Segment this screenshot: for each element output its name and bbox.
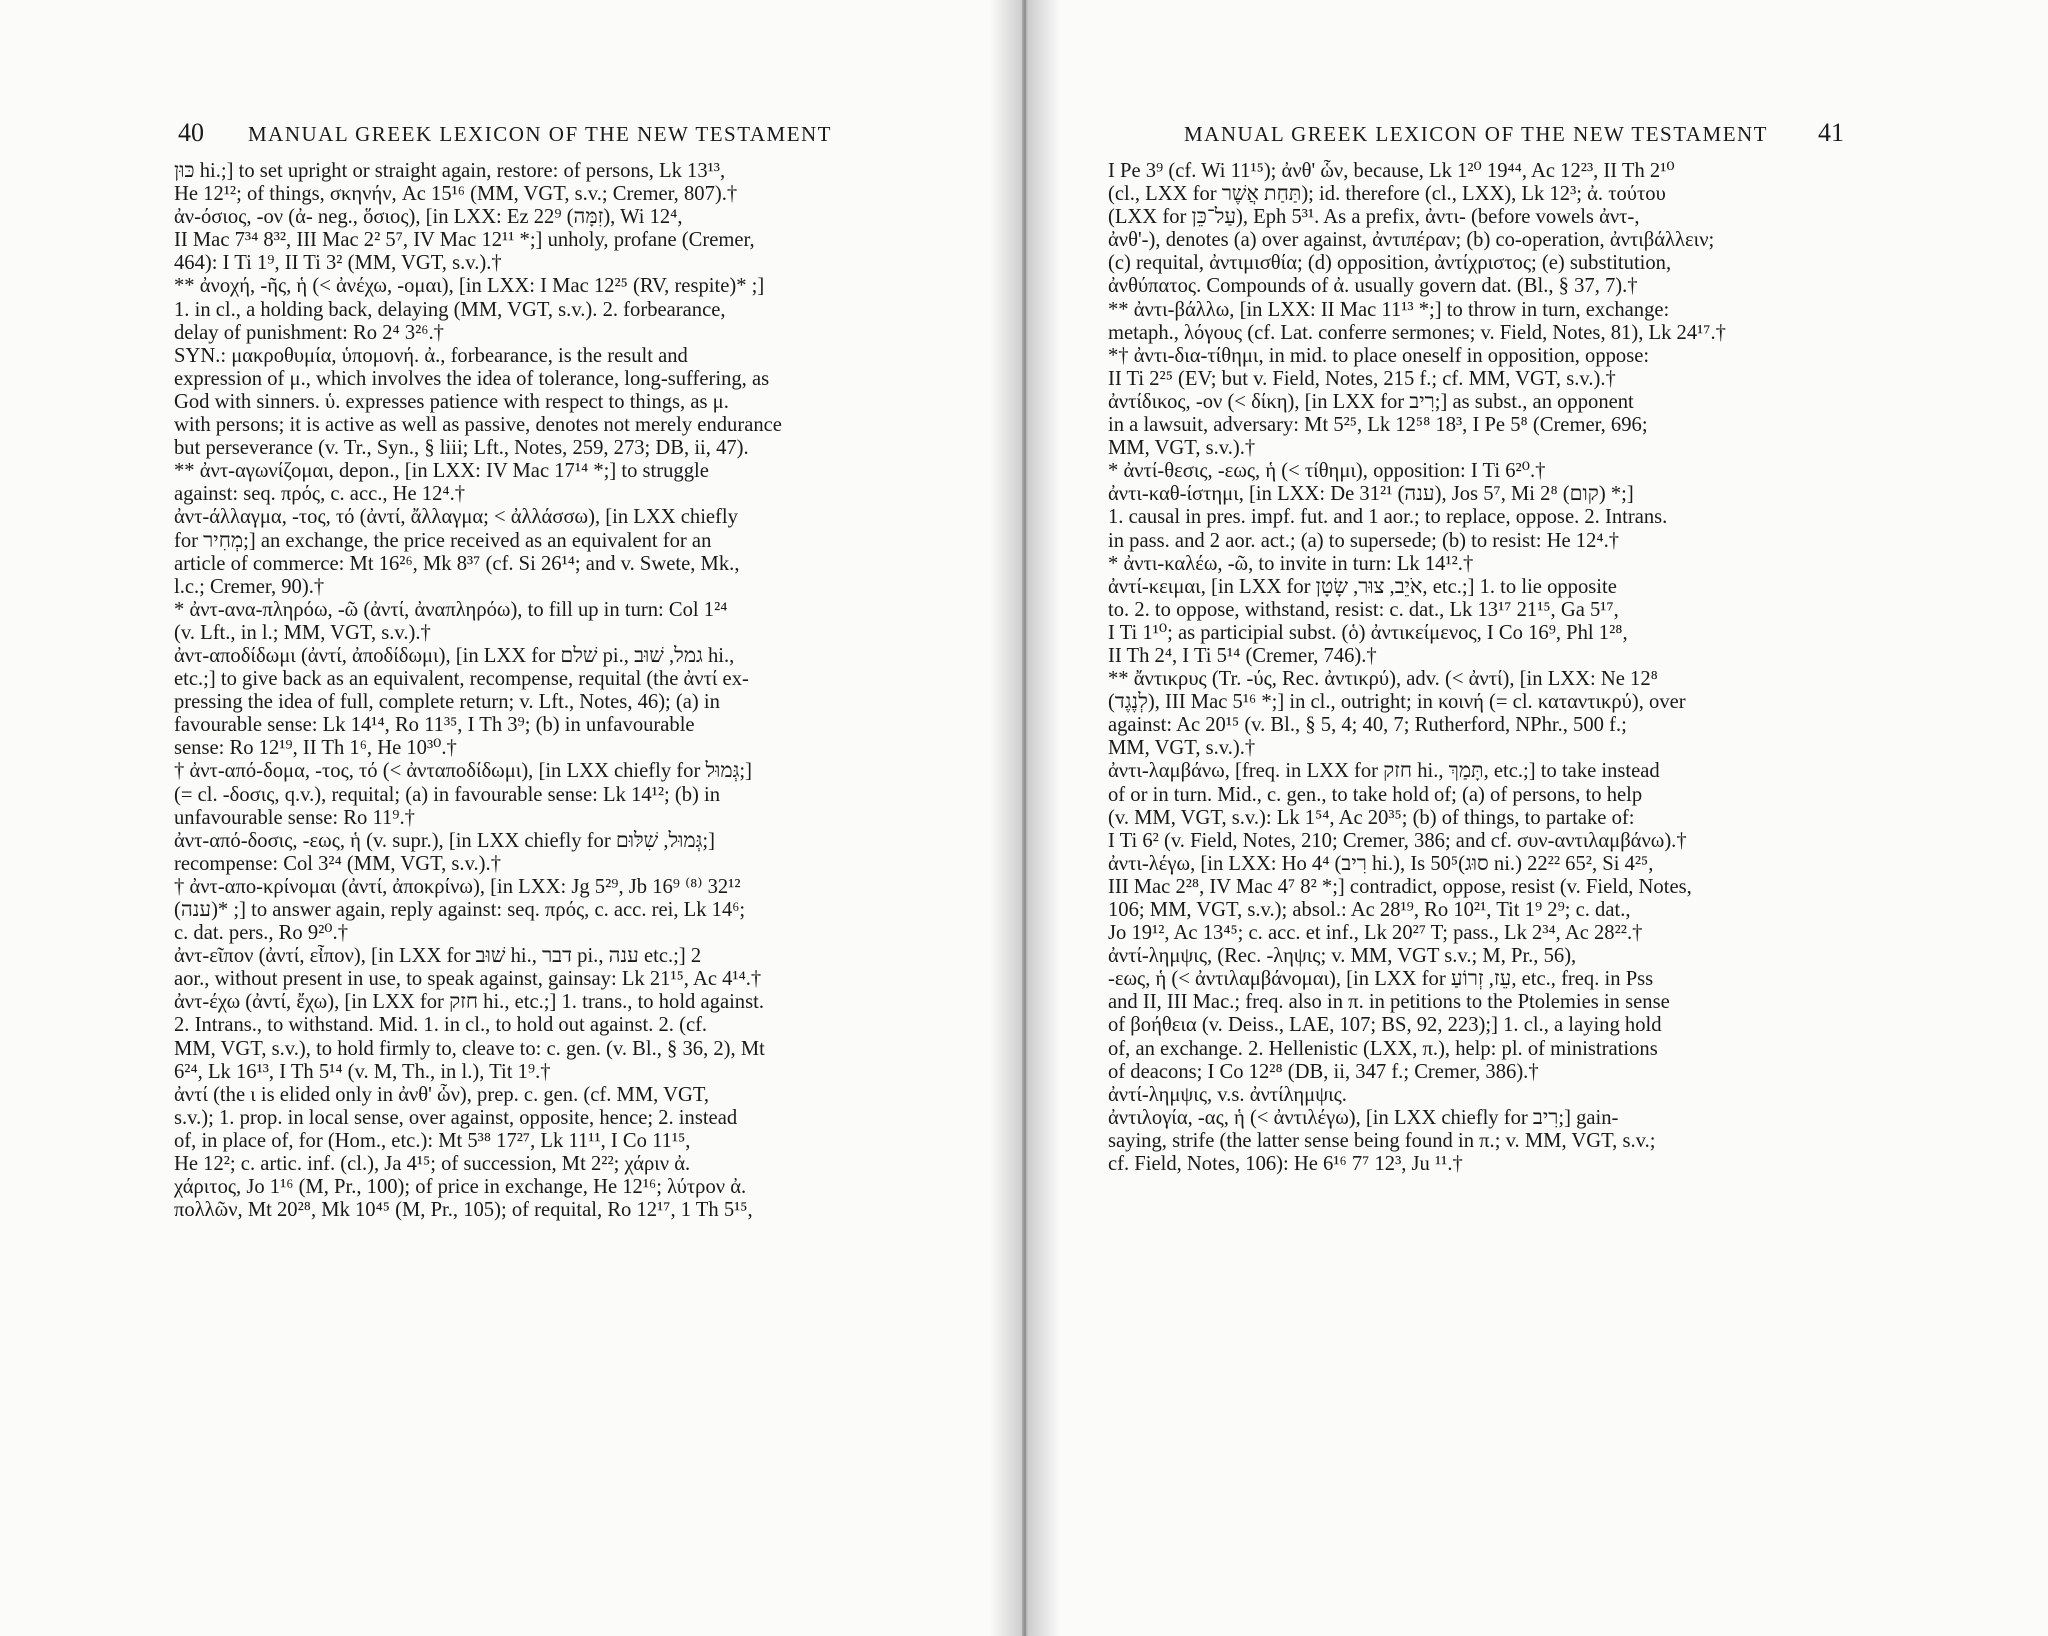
text-line: ἀντί (the ι is elided only in ἀνθ' ὧν), prep. c. gen. (cf. MM, VGT, (174, 1083, 710, 1106)
text-line: * ἀντι-καλέω, -ῶ, to invite in turn: Lk 14¹².† (1108, 552, 1474, 575)
text-line: 1. in cl., a holding back, delaying (MM, VGT, s.v.). 2. forbearance, (174, 298, 726, 321)
text-line: unfavourable sense: Ro 11⁹.† (174, 806, 415, 829)
text-line: 2. Intrans., to withstand. Mid. 1. in cl., to hold out against. 2. (cf. (174, 1014, 708, 1037)
page-number: 40 (178, 118, 204, 147)
text-line: ἀντ-έχω (ἀντί, ἔχω), [in LXX for חזק hi., etc.;] 1. trans., to hold against. (174, 991, 764, 1014)
text-line: pressing the idea of full, complete return; v. Lft., Notes, 46); (a) in (174, 691, 720, 714)
text-line: I Pe 3⁹ (cf. Wi 11¹⁵); ἀνθ' ὧν, because, Lk 1²⁰ 19⁴⁴, Ac 12²³, II Th 2¹⁰ (1108, 160, 1675, 182)
text-line: aor., without present in use, to speak against, gainsay: Lk 21¹⁵, Ac 4¹⁴.† (174, 968, 762, 991)
text-line: כּוּן hi.;] to set upright or straight again, restore: of persons, Lk 13¹³, (174, 160, 726, 182)
text-line: of deacons; I Co 12²⁸ (DB, ii, 347 f.; Cremer, 386).† (1108, 1060, 1539, 1083)
text-line: SYN.: μακροθυμία, ὑπομονή. ἀ., forbearance, is the result and (174, 344, 688, 367)
text-line: but perseverance (v. Tr., Syn., § liii; Lft., Notes, 259, 273; DB, ii, 47). (174, 437, 749, 460)
text-line: MM, VGT, s.v.), to hold firmly to, cleave to: c. gen. (v. Bl., § 36, 2), Mt (174, 1037, 765, 1060)
text-line: χάριτος, Jo 1¹⁶ (M, Pr., 100); of price in exchange, He 12¹⁶; λύτρον ἀ. (174, 1176, 747, 1199)
text-line: Jo 19¹², Ac 13⁴⁵; c. acc. et inf., Lk 20²⁷ T; pass., Lk 2³⁴, Ac 28²².† (1108, 922, 1643, 945)
page-number: 41 (1818, 118, 1845, 147)
text-line: of, an exchange. 2. Hellenistic (LXX, π.), help: pl. of ministrations (1108, 1037, 1658, 1060)
running-head (178, 118, 832, 148)
text-line: to. 2. to oppose, withstand, resist: c. dat., Lk 13¹⁷ 21¹⁵, Ga 5¹⁷, (1108, 598, 1619, 621)
text-line: in a lawsuit, adversary: Mt 5²⁵, Lk 12⁵⁸ 18³, I Pe 5⁸ (Cremer, 696; (1108, 414, 1648, 437)
text-line: ἀντιλογία, -ας, ἡ (< ἀντιλέγω), [in LXX chiefly for רִיב;] gain- (1108, 1106, 1619, 1129)
text-line: ἀν-όσιος, -ον (ἀ- neg., ὅσιος), [in LXX: Ez 22⁹ (זִמָּה), Wi 12⁴, (174, 206, 683, 229)
text-line: of or in turn. Mid., c. gen., to take hold of; (a) of persons, to help (1108, 783, 1643, 806)
text-line: in pass. and 2 aor. act.; (a) to supersede; (b) to resist: He 12⁴.† (1108, 529, 1620, 552)
text-line: ἀντι-λέγω, [in LXX: Ho 4⁴ (רִיב hi.), Is 50⁵(סוּג ni.) 22²² 65², Si 4²⁵, (1108, 852, 1654, 875)
text-line: ἀντί-λημψις, (Rec. -ληψις; v. MM, VGT s.v.; M, Pr., 56), (1108, 945, 1577, 968)
text-line: ** ἀντι-βάλλω, [in LXX: II Mac 11¹³ *;] to throw in turn, exchange: (1108, 298, 1670, 321)
text-line: metaph., λόγους (cf. Lat. conferre sermones; v. Field, Notes, 81), Lk 24¹⁷.† (1108, 321, 1726, 344)
text-line: ἀντι-καθ-ίστημι, [in LXX: De 31²¹ (ענה), Jos 5⁷, Mi 2⁸ (קום) *;] (1108, 483, 1634, 506)
text-line: (ענה)* ;] to answer again, reply against: seq. πρός, c. acc. rei, Lk 14⁶; (174, 899, 746, 921)
text-line: I Ti 6² (v. Field, Notes, 210; Cremer, 386; and cf. συν-αντιλαμβάνω).† (1108, 829, 1687, 852)
text-line: l.c.; Cremer, 90).† (174, 575, 325, 598)
text-line: (= cl. -δοσις, q.v.), requital; (a) in favourable sense: Lk 14¹²; (b) in (174, 783, 721, 806)
text-line: ** ἀντ-αγωνίζομαι, depon., [in LXX: IV Mac 17¹⁴ *;] to struggle (174, 460, 709, 483)
text-line: (לְנֶגֶד), III Mac 5¹⁶ *;] in cl., outright; in κοινή (= cl. καταντικρύ), over (1108, 691, 1686, 714)
text-line: ** ἀνοχή, -ῆς, ἡ (< ἀνέχω, -ομαι), [in LXX: I Mac 12²⁵ (RV, respite)* ;] (174, 275, 765, 298)
text-line: ἀντί-λημψις, v.s. ἀντίλημψις. (1108, 1083, 1347, 1106)
running-head (1184, 118, 1844, 148)
text-line: delay of punishment: Ro 2⁴ 3²⁶.† (174, 321, 444, 344)
text-line: God with sinners. ὑ. expresses patience with respect to things, as μ. (174, 390, 729, 413)
text-line: article of commerce: Mt 16²⁶, Mk 8³⁷ (cf. Si 26¹⁴; and v. Swete, Mk., (174, 552, 740, 575)
text-line: ἀνθύπατος. Compounds of ἀ. usually govern dat. (Bl., § 37, 7).† (1108, 275, 1638, 298)
lexicon-column (1108, 160, 1900, 1176)
text-line: saying, strife (the latter sense being found in π.; v. MM, VGT, s.v.; (1108, 1129, 1656, 1152)
text-line: with persons; it is active as well as passive, denotes not merely endurance (174, 414, 782, 437)
left-page (0, 0, 1022, 1636)
text-line: ἀντ-από-δοσις, -εως, ἡ (v. supr.), [in LXX chiefly for גְּמוּל, שִׁלּוּם;] (174, 829, 715, 852)
text-line: of βοήθεια (v. Deiss., LAE, 107; BS, 92, 223);] 1. cl., a laying hold (1108, 1014, 1662, 1037)
text-line: expression of μ., which involves the idea of tolerance, long-suffering, as (174, 367, 770, 390)
text-line: ἀντ-εῖπον (ἀντί, εἶπον), [in LXX for שׁוּב hi., דבר pi., ענה etc.;] 2 (174, 945, 702, 968)
text-line: 464): I Ti 1⁹, II Ti 3² (MM, VGT, s.v.).† (174, 252, 502, 275)
text-line: against: seq. πρός, c. acc., He 12⁴.† (174, 483, 466, 506)
text-line: for מְחִיר;] an exchange, the price received as an equivalent for an (174, 529, 712, 552)
text-line: favourable sense: Lk 14¹⁴, Ro 11³⁵, I Th 3⁹; (b) in unfavourable (174, 714, 695, 737)
text-line: * ἀντί-θεσις, -εως, ἡ (< τίθημι), opposition: I Ti 6²⁰.† (1108, 460, 1546, 483)
text-line: ἀντίδικος, -ον (< δίκη), [in LXX for רִיב;] as subst., an opponent (1108, 390, 1634, 413)
text-line: He 12¹²; of things, σκηνήν, Ac 15¹⁶ (MM, VGT, s.v.; Cremer, 807).† (174, 183, 738, 206)
running-title: MANUAL GREEK LEXICON OF THE NEW TESTAMENT (248, 122, 833, 146)
text-line: cf. Field, Notes, 106): He 6¹⁶ 7⁷ 12³, Ju ¹¹.† (1108, 1153, 1463, 1176)
text-line: ἀντ-αποδίδωμι (ἀντί, ἀποδίδωμι), [in LXX for שׁלם pi., גמל, שׁוּב hi., (174, 644, 735, 667)
text-line: sense: Ro 12¹⁹, II Th 1⁶, He 10³⁰.† (174, 737, 457, 760)
text-line: ἀντί-κειμαι, [in LXX for אֹיֵב, צוּר, שָׂטָן, etc.;] 1. to lie opposite (1108, 575, 1617, 598)
text-line: He 12²; c. artic. inf. (cl.), Ja 4¹⁵; of succession, Mt 2²²; χάριν ἀ. (174, 1153, 691, 1176)
text-line: ἀντ-άλλαγμα, -τος, τό (ἀντί, ἄλλαγμα; < ἀλλάσσω), [in LXX chiefly (174, 506, 738, 529)
text-line: 1. causal in pres. impf. fut. and 1 aor.; to replace, oppose. 2. Intrans. (1108, 506, 1668, 529)
text-line: of, in place of, for (Hom., etc.): Mt 5³⁸ 17²⁷, Lk 11¹¹, I Co 11¹⁵, (174, 1129, 691, 1152)
text-line: (v. Lft., in l.; MM, VGT, s.v.).† (174, 621, 431, 644)
text-line: II Th 2⁴, I Ti 5¹⁴ (Cremer, 746).† (1108, 644, 1377, 667)
text-line: ** ἄντικρυς (Tr. -ύς, Rec. ἀντικρύ), adv. (< ἀντί), [in LXX: Ne 12⁸ (1108, 668, 1658, 691)
text-line: s.v.); 1. prop. in local sense, over against, opposite, hence; 2. instead (174, 1106, 738, 1129)
text-line: * ἀντ-ανα-πληρόω, -ῶ (ἀντί, ἀναπληρόω), to fill up in turn: Col 1²⁴ (174, 598, 728, 621)
text-line: against: Ac 20¹⁵ (v. Bl., § 5, 4; 40, 7; Rutherford, NPhr., 500 f.; (1108, 714, 1627, 737)
running-title: MANUAL GREEK LEXICON OF THE NEW TESTAMENT (1184, 122, 1769, 146)
text-line: I Ti 1¹⁰; as participial subst. (ὁ) ἀντικείμενος, I Co 16⁹, Phl 1²⁸, (1108, 621, 1628, 644)
lexicon-column (174, 160, 952, 1222)
text-line: III Mac 2²⁸, IV Mac 4⁷ 8² *;] contradict, oppose, resist (v. Field, Notes, (1108, 875, 1692, 898)
text-line: 106; MM, VGT, s.v.); absol.: Ac 28¹⁹, Ro 10²¹, Tit 1⁹ 2⁹; c. dat., (1108, 899, 1631, 921)
text-line: † ἀντ-απο-κρίνομαι (ἀντί, ἀποκρίνω), [in LXX: Jg 5²⁹, Jb 16⁹ ⁽⁸⁾ 32¹² (174, 875, 741, 898)
text-line: II Ti 2²⁵ (EV; but v. Field, Notes, 215 f.; cf. MM, VGT, s.v.).† (1108, 367, 1616, 390)
text-line: (cl., LXX for תַּחַת אֲשֶׁר); id. therefore (cl., LXX), Lk 12³; ἀ. τούτου (1108, 183, 1666, 206)
text-line: 6²⁴, Lk 16¹³, I Th 5¹⁴ (v. M, Th., in l.), Tit 1⁹.† (174, 1060, 551, 1083)
text-line: recompense: Col 3²⁴ (MM, VGT, s.v.).† (174, 852, 501, 875)
text-line: -εως, ἡ (< ἀντιλαμβάνομαι), [in LXX for עֵז, זְרוֹעַ, etc., freq. in Pss (1108, 968, 1654, 991)
text-line: II Mac 7³⁴ 8³², III Mac 2² 5⁷, IV Mac 12¹¹ *;] unholy, profane (Cremer, (174, 229, 755, 252)
text-line: etc.;] to give back as an equivalent, recompense, requital (the ἀντί ex- (174, 668, 749, 691)
text-line: MM, VGT, s.v.).† (1108, 437, 1256, 460)
text-line: (LXX for עַל־כֵּן), Eph 5³¹. As a prefix, ἀντι- (before vowels ἀντ-, (1108, 206, 1640, 229)
text-line: πολλῶν, Mt 20²⁸, Mk 10⁴⁵ (M, Pr., 105); of requital, Ro 12¹⁷, 1 Th 5¹⁵, (174, 1199, 753, 1222)
text-line: *† ἀντι-δια-τίθημι, in mid. to place oneself in opposition, oppose: (1108, 344, 1650, 367)
text-line: ἀνθ'-), denotes (a) over against, ἀντιπέραν; (b) co-operation, ἀντιβάλλειν; (1108, 229, 1715, 252)
text-line: c. dat. pers., Ro 9²⁰.† (174, 922, 349, 945)
text-line: and II, III Mac.; freq. also in π. in petitions to the Ptolemies in sense (1108, 991, 1670, 1014)
right-page (1026, 0, 2048, 1636)
text-line: (c) requital, ἀντιμισθία; (d) opposition, ἀντίχριστος; (e) substitution, (1108, 252, 1672, 275)
text-line: (v. MM, VGT, s.v.): Lk 1⁵⁴, Ac 20³⁵; (b) of things, to partake of: (1108, 806, 1635, 829)
text-line: MM, VGT, s.v.).† (1108, 737, 1256, 760)
text-line: † ἀντ-από-δομα, -τος, τό (< ἀνταποδίδωμι), [in LXX chiefly for גְּמוּל;] (174, 760, 752, 783)
text-line: ἀντι-λαμβάνω, [freq. in LXX for חזק hi., תָּמַךְ, etc.;] to take instead (1108, 760, 1660, 783)
